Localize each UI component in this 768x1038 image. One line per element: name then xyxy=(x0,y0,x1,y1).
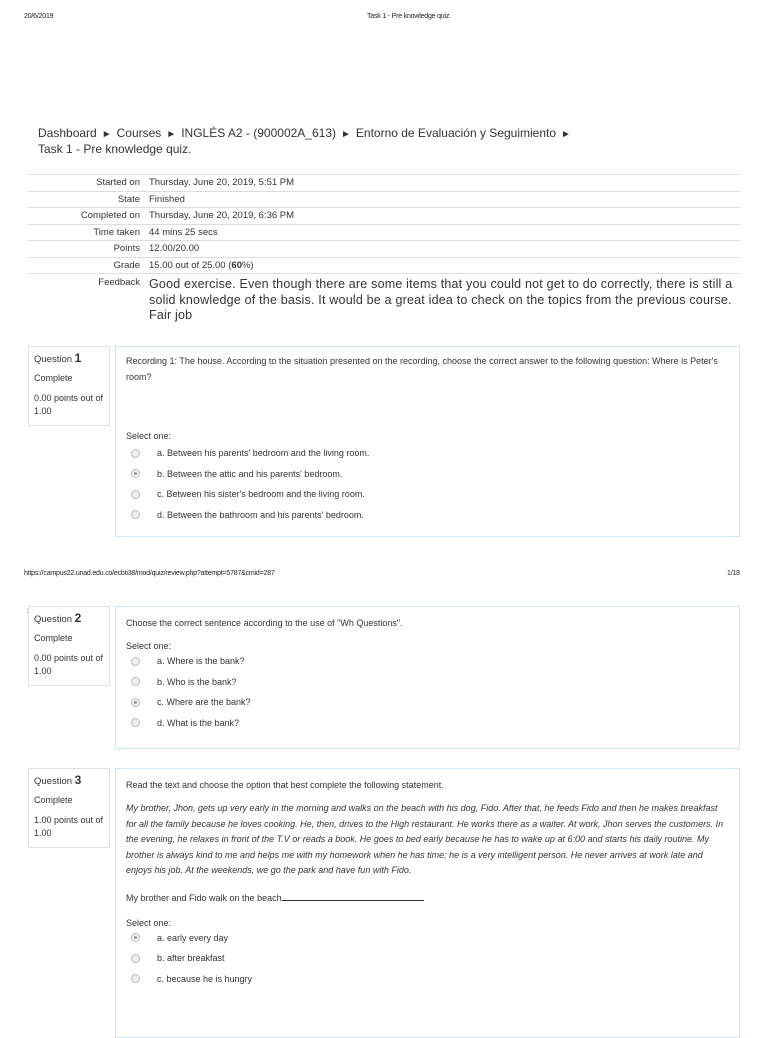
question-3-state: Complete xyxy=(34,795,73,805)
question-3-stem: My brother and Fido walk on the beach xyxy=(126,892,729,903)
question-1-option-a[interactable]: a. Between his parents' bedroom and the living room. xyxy=(126,443,729,464)
radio-icon[interactable] xyxy=(131,510,140,519)
question-3-points: 1.00 points out of 1.00 xyxy=(34,815,104,838)
question-1-number: Question 1 xyxy=(34,351,82,365)
question-3-option-a[interactable]: a. early every day xyxy=(126,928,729,949)
question-2-state: Complete xyxy=(34,633,73,643)
breadcrumb-separator-icon: ► xyxy=(101,129,112,140)
breadcrumb-section[interactable]: Entorno de Evaluación y Seguimiento xyxy=(355,126,557,140)
question-2-number: Question 2 xyxy=(34,611,82,625)
question-1-state: Complete xyxy=(34,373,73,383)
radio-icon[interactable] xyxy=(131,490,140,499)
print-title: Task 1 - Pre knowledge quiz. xyxy=(367,13,451,20)
radio-icon[interactable] xyxy=(131,974,140,983)
attempt-summary-table xyxy=(28,174,740,324)
question-2-content xyxy=(115,606,740,749)
radio-selected-icon[interactable] xyxy=(131,933,140,942)
feedback-label: Feedback xyxy=(28,274,149,324)
radio-icon[interactable] xyxy=(131,718,140,727)
question-1-option-b[interactable]: b. Between the attic and his parents' bedroom. xyxy=(126,464,729,485)
time-taken-value: 44 mins 25 secs xyxy=(149,224,740,241)
breadcrumb-separator-icon: ► xyxy=(561,129,571,140)
points-label: Points xyxy=(28,241,149,258)
print-page-number: 1/18 xyxy=(727,570,740,577)
select-one-label: Select one: xyxy=(126,917,172,928)
completed-on-label: Completed on xyxy=(28,208,149,225)
breadcrumb-separator-icon: ► xyxy=(340,129,351,140)
question-1-content xyxy=(115,346,740,537)
print-url: https://campus22.unad.edu.co/ecbti38/mod/quiz/review.php?attempt=5787&cmid=287 xyxy=(24,570,275,577)
radio-icon[interactable] xyxy=(131,954,140,963)
question-2-option-a[interactable]: a. Where is the bank? xyxy=(126,651,729,672)
question-2-option-b[interactable]: b. Who is the bank? xyxy=(126,672,729,693)
breadcrumb-course[interactable]: INGLÉS A2 - (900002A_613) xyxy=(181,126,336,140)
question-3-number: Question 3 xyxy=(34,773,82,787)
question-1-info xyxy=(28,346,110,426)
completed-on-value: Thursday, June 20, 2019, 6:36 PM xyxy=(149,208,740,225)
started-on-label: Started on xyxy=(28,175,149,192)
question-2-option-d[interactable]: d. What is the bank? xyxy=(126,713,729,734)
radio-selected-icon[interactable] xyxy=(131,469,140,478)
print-date: 20/6/2019 xyxy=(24,13,54,20)
radio-icon[interactable] xyxy=(131,449,140,458)
question-3-info xyxy=(28,768,110,848)
radio-icon[interactable] xyxy=(131,677,140,686)
question-1-points: 0.00 points out of 1.00 xyxy=(34,393,104,416)
select-one-label: Select one: xyxy=(126,641,172,651)
question-1-option-c[interactable]: c. Between his sister's bedroom and the living room. xyxy=(126,484,729,505)
question-2-points: 0.00 points out of 1.00 xyxy=(34,653,104,676)
question-1-text: Recording 1: The house. According to the situation presented on the recording, choose the correct answer to the following question: Where is Peter's room? xyxy=(126,356,718,382)
question-3-option-c[interactable]: c. because he is hungry xyxy=(126,969,729,990)
grade-value: 15.00 out of 25.00 (60%) xyxy=(149,257,740,274)
question-2-text: Choose the correct sentence according to the use of "Wh Questions". xyxy=(126,618,403,628)
started-on-value: Thursday, June 20, 2019, 5:51 PM xyxy=(149,175,740,192)
state-label: State xyxy=(28,191,149,208)
answer-blank xyxy=(282,892,424,901)
question-3-option-b[interactable]: b. after breakfast xyxy=(126,948,729,969)
question-3-text: Read the text and choose the option that best complete the following statement. xyxy=(126,780,444,790)
question-2-option-c[interactable]: c. Where are the bank? xyxy=(126,692,729,713)
question-3-passage: My brother, Jhon, gets up very early in the morning and walks on the beach with his dog, Fido. After that, he feeds Fido and then he makes breakfast for all the family because he loves cooking. He, then, drives to the High restaurant. He works there as a waiter. At work, Jhon serves the customers. In the evening, he relaxes in front of the T.V or reads a book. He goes to bed early because he has to wake up at 6:00 and starts his daily routine. My brother is always kind to me and helps me with my homework when he has time; he is a very intelligent person. He never arrives at work late and enjoys his job. At the weekends, we go the park and have fun with Fido. xyxy=(126,803,724,875)
grade-label: Grade xyxy=(28,257,149,274)
select-one-label: Select one: xyxy=(126,431,172,441)
time-taken-label: Time taken xyxy=(28,224,149,241)
breadcrumb-quiz[interactable]: Task 1 - Pre knowledge quiz. xyxy=(38,142,192,156)
question-2-info xyxy=(28,606,110,686)
question-1-option-d[interactable]: d. Between the bathroom and his parents' bedroom. xyxy=(126,505,729,526)
radio-selected-icon[interactable] xyxy=(131,698,140,707)
radio-icon[interactable] xyxy=(131,657,140,666)
points-value: 12.00/20.00 xyxy=(149,241,740,258)
breadcrumb-courses[interactable]: Courses xyxy=(116,126,162,140)
question-3-content xyxy=(115,768,740,1038)
breadcrumb-dashboard[interactable]: Dashboard xyxy=(38,126,97,140)
breadcrumb-separator-icon: ► xyxy=(166,129,177,140)
feedback-value: Good exercise. Even though there are some items that you could not get to do correctly, there is still a solid knowledge of the basis. It would be a great idea to check on the topics from the previous course. Fair job xyxy=(149,274,740,324)
state-value: Finished xyxy=(149,191,740,208)
breadcrumb xyxy=(38,126,576,157)
